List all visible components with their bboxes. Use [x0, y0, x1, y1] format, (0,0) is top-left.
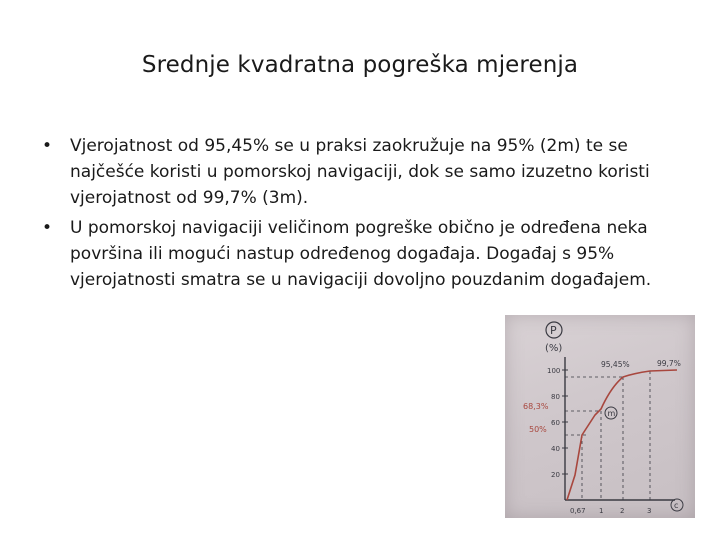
y-tick-label: 100	[547, 367, 561, 375]
slide-title: Srednje kvadratna pogreška mjerenja	[141, 52, 579, 78]
bullet-icon: •	[42, 218, 53, 238]
annotation-9545: 95,45%	[601, 360, 630, 369]
y-axis-unit: (%)	[545, 343, 563, 354]
y-tick-label: 20	[551, 471, 560, 479]
x-tick-label: 0,67	[570, 507, 586, 515]
y-tick-label: 60	[551, 419, 560, 427]
bullet-list	[40, 133, 680, 297]
bullet-text: U pomorskoj navigaciji veličinom pogreške obično je određena neka površina ili mogući nastup određenog događaja. Događaj s 95% vjerojatnosti smatra se u navigaciji dovoljno pouzdanim događajem.	[70, 218, 652, 290]
y-tick-label: 40	[551, 445, 560, 453]
bullet-item	[40, 133, 680, 211]
annotation-997: 99,7%	[657, 359, 681, 368]
handwritten-graph	[505, 315, 695, 518]
y-axis-label: P	[550, 324, 557, 337]
x-tick-label: 3	[647, 507, 652, 515]
bullet-icon: •	[42, 136, 53, 156]
x-axis-label: c	[674, 501, 679, 510]
bullet-text: Vjerojatnost od 95,45% se u praksi zaokružuje na 95% (2m) te se najčešće koristi u pomorskoj navigaciji, dok se samo izuzetno koristi vjerojatnost od 99,7% (3m).	[70, 136, 650, 208]
handwritten-graph-photo	[505, 315, 695, 518]
annotation-50: 50%	[529, 425, 547, 434]
y-tick-label: 80	[551, 393, 560, 401]
bullet-item	[40, 215, 680, 293]
annotation-683: 68,3%	[523, 402, 549, 411]
x-tick-label: 2	[620, 507, 625, 515]
x-tick-label: 1	[599, 507, 604, 515]
curve-label: m	[607, 409, 616, 418]
